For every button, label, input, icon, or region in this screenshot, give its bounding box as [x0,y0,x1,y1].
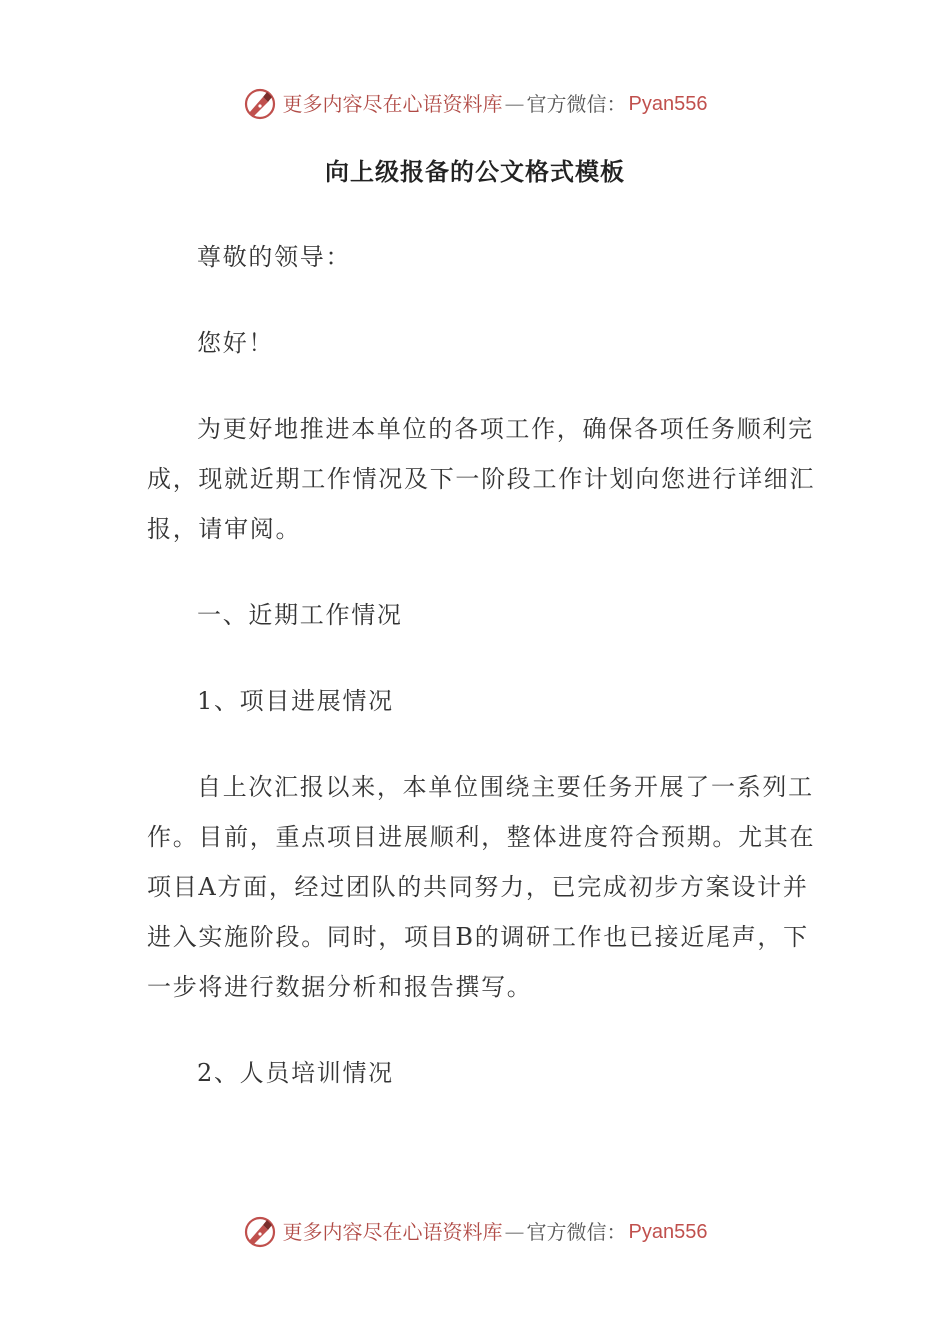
pen-nib-logo-icon [243,87,277,121]
intro-paragraph: 为更好地推进本单位的各项工作，确保各项任务顺利完成，现就近期工作情况及下一阶段工作计划向您进行详细汇报，请审阅。 [147,415,816,543]
banner-wechat-id: Pyan556 [628,93,708,115]
body-paragraph: 自上次汇报以来，本单位围绕主要任务开展了一系列工作。目前，重点项目进展顺利，整体进度符合预期。尤其在项目A方面，经过团队的共同努力，已完成初步方案设计并进入实施阶段。同时，项目B的调研工作也已接近尾声，下一步将进行数据分析和报告撰写。 [147,773,816,1001]
banner-wechat-label: 官方微信： [526,92,627,116]
banner-separator: — [504,1220,525,1244]
pen-nib-logo-icon [243,1215,277,1249]
greeting: 您好！ [197,329,275,357]
footer-banner [0,1212,950,1252]
banner-separator: — [504,92,525,116]
banner-wechat-id: Pyan556 [628,1221,708,1243]
section-heading: 一、近期工作情况 [197,601,403,629]
document-title: 向上级报备的公文格式模板 [325,158,625,186]
banner-site-text: 更多内容尽在心语资料库 [282,1220,503,1244]
document-body [147,232,819,1098]
subsection-heading: 2、人员培训情况 [197,1059,394,1087]
banner-site-text: 更多内容尽在心语资料库 [282,92,503,116]
banner-wechat-label: 官方微信： [526,1220,627,1244]
salutation: 尊敬的领导： [197,243,352,271]
header-banner [0,84,950,124]
subsection-heading: 1、项目进展情况 [197,687,394,715]
